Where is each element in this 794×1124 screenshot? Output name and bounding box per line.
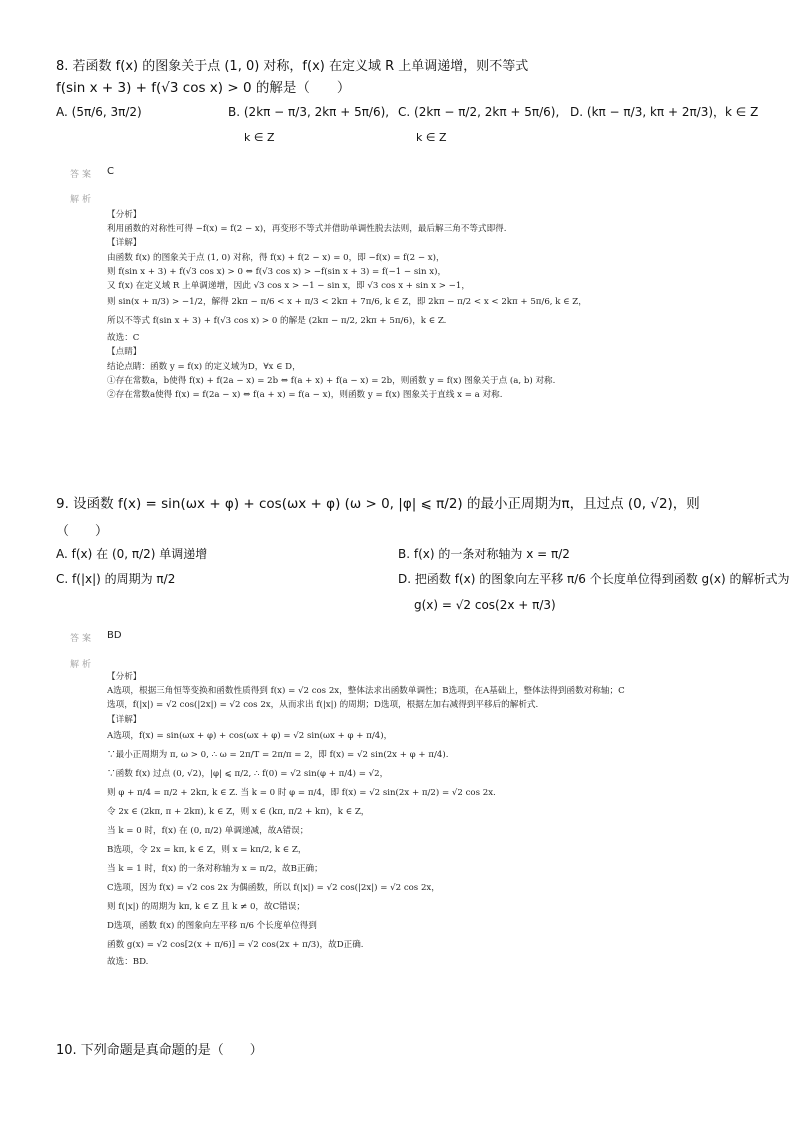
q9-option-d-suffix: g(x) = √2 cos(2x + π/3) bbox=[414, 598, 556, 612]
q8-option-b-label: B. bbox=[228, 105, 241, 119]
q9-option-a-text: f(x) 在 (0, π/2) 单调递增 bbox=[71, 547, 208, 561]
q9-option-a[interactable] bbox=[56, 545, 207, 563]
q9-option-b-label: B. bbox=[398, 547, 411, 561]
q8-exp-line: 【详解】 bbox=[107, 238, 142, 249]
q8-stem-line1: 8. 若函数 f(x) 的图象关于点 (1, 0) 对称，f(x) 在定义域 R 上单调递增，则不等式 bbox=[56, 59, 529, 74]
q8-exp-line: 所以不等式 f(sin x + 3) + f(√3 cos x) > 0 的解是 (2kπ − π/2, 2kπ + 5π/6)，k ∈ Z. bbox=[107, 316, 447, 327]
q8-explanation bbox=[107, 208, 747, 402]
q8-exp-line: ②存在常数a使得 f(x) = f(2a − x) ⇔ f(a + x) = f(a − x)，则函数 y = f(x) 图象关于直线 x = a 对称. bbox=[107, 390, 503, 401]
q9-answer-value: BD bbox=[107, 630, 122, 641]
q9-stem-line1: 9. 设函数 f(x) = sin(ωx + φ) + cos(ωx + φ) (ω > 0, |φ| ⩽ π/2) 的最小正周期为π，且过点 (0, √2)，则 bbox=[56, 496, 700, 512]
q9-option-b[interactable] bbox=[398, 545, 570, 563]
q8-option-b[interactable] bbox=[228, 103, 389, 121]
q9-explanation bbox=[107, 670, 747, 969]
q9-exp-line: 则 φ + π/4 = π/2 + 2kπ, k ∈ Z. 当 k = 0 时 φ = π/4，即 f(x) = √2 sin(2x + π/2) = √2 cos 2x. bbox=[107, 787, 496, 798]
q8-exp-line: 由函数 f(x) 的图象关于点 (1, 0) 对称，得 f(x) + f(2 − x) = 0，即 −f(x) = f(2 − x)， bbox=[107, 252, 445, 263]
q8-exp-line: 则 sin(x + π/3) > −1/2，解得 2kπ − π/6 < x + π/3 < 2kπ + 7π/6, k ∈ Z，即 2kπ − π/2 < x < 2kπ + 5π/6, k ∈ Z， bbox=[107, 297, 587, 308]
q8-answer-value: C bbox=[107, 166, 114, 177]
q8-exp-line: 【点睛】 bbox=[107, 347, 142, 358]
q8-option-d[interactable] bbox=[570, 103, 758, 121]
q8-option-b-text: (2kπ − π/3, 2kπ + 5π/6), bbox=[243, 105, 390, 119]
q9-exp-line: 函数 g(x) = √2 cos[2(x + π/6)] = √2 cos(2x + π/3)，故D正确. bbox=[107, 939, 364, 950]
q9-exp-line: B选项，令 2x = kπ, k ∈ Z，则 x = kπ/2, k ∈ Z， bbox=[107, 844, 307, 855]
q8-stem-line2: f(sin x + 3) + f(√3 cos x) > 0 的解是（ ） bbox=[56, 80, 351, 96]
q8-explain-label: 解析 bbox=[70, 195, 95, 205]
q8-option-a[interactable] bbox=[56, 103, 142, 121]
q8-option-a-text: (5π/6, 3π/2) bbox=[71, 105, 142, 119]
q9-exp-line: C选项，因为 f(x) = √2 cos 2x 为偶函数，所以 f(|x|) = √2 cos(|2x|) = √2 cos 2x， bbox=[107, 882, 440, 893]
q9-exp-line: 【分析】 bbox=[107, 672, 142, 682]
q9-exp-line: 则 f(|x|) 的周期为 kπ, k ∈ Z 且 k ≠ 0，故C错误； bbox=[107, 901, 305, 912]
q8-exp-line: ①存在常数a，b使得 f(x) + f(2a − x) = 2b ⇔ f(a + x) + f(a − x) = 2b，则函数 y = f(x) 图象关于点 (a, b) 对称. bbox=[107, 375, 556, 386]
q8-option-c[interactable] bbox=[398, 103, 559, 121]
q9-option-a-label: A. bbox=[56, 547, 68, 561]
q9-exp-line: ∵最小正周期为 π, ω > 0, ∴ ω = 2π/T = 2π/π = 2，即 f(x) = √2 sin(2x + φ + π/4). bbox=[107, 749, 449, 760]
q8-exp-line: 则 f(sin x + 3) + f(√3 cos x) > 0 ⇔ f(√3 cos x) > −f(sin x + 3) = f(−1 − sin x)， bbox=[107, 266, 447, 277]
q9-exp-line: 当 k = 0 时，f(x) 在 (0, π/2) 单调递减，故A错误； bbox=[107, 825, 309, 836]
q8-option-c-suffix: k ∈ Z bbox=[416, 131, 447, 144]
q9-exp-line: A选项，f(x) = sin(ωx + φ) + cos(ωx + φ) = √2 sin(ωx + φ + π/4)， bbox=[107, 730, 393, 741]
q9-option-c-text: f(|x|) 的周期为 π/2 bbox=[72, 572, 176, 586]
q9-stem-line2: （ ） bbox=[56, 524, 109, 539]
q9-option-c-label: C. bbox=[56, 572, 69, 586]
q8-option-c-text: (2kπ − π/2, 2kπ + 5π/6), bbox=[414, 105, 560, 119]
q9-exp-line: 故选：BD. bbox=[107, 956, 149, 967]
q8-option-c-label: C. bbox=[398, 105, 411, 119]
q8-answer-label: 答案 bbox=[70, 170, 95, 180]
q9-option-b-text: f(x) 的一条对称轴为 x = π/2 bbox=[413, 547, 570, 561]
q9-exp-line: 选项，f(|x|) = √2 cos(|2x|) = √2 cos 2x，从而求出 f(|x|) 的周期；D选项，根据左加右减得到平移后的解析式. bbox=[107, 700, 539, 711]
q8-exp-line: 又 f(x) 在定义域 R 上单调递增，因此 √3 cos x > −1 − sin x，即 √3 cos x + sin x > −1， bbox=[107, 281, 470, 292]
q9-option-c[interactable] bbox=[56, 570, 175, 588]
q8-option-b-suffix: k ∈ Z bbox=[244, 131, 275, 144]
q8-exp-line: 结论点睛：函数 y = f(x) 的定义域为D，∀x ∈ D， bbox=[107, 361, 301, 372]
q9-explain-label: 解析 bbox=[70, 660, 95, 670]
q8-option-a-label: A. bbox=[56, 105, 68, 119]
q10-stem-line1: 10. 下列命题是真命题的是（ ） bbox=[56, 1043, 263, 1058]
q8-option-d-text: (kπ − π/3, kπ + 2π/3)，k ∈ Z bbox=[586, 105, 759, 119]
q8-exp-line: 利用函数的对称性可得 −f(x) = f(2 − x)，再变形不等式并借助单调性脱去法则，最后解三角不等式即得. bbox=[107, 224, 507, 235]
q9-exp-line: D选项，函数 f(x) 的图象向左平移 π/6 个长度单位得到 bbox=[107, 920, 317, 931]
q9-exp-line: A选项，根据三角恒等变换和函数性质得到 f(x) = √2 cos 2x，整体法求出函数单调性；B选项，在A基础上，整体法得到函数对称轴；C bbox=[107, 686, 625, 697]
q8-exp-line: 故选：C bbox=[107, 333, 140, 344]
q9-option-d[interactable] bbox=[398, 570, 789, 588]
q9-option-d-label: D. bbox=[398, 572, 412, 586]
q9-exp-line: 令 2x ∈ (2kπ, π + 2kπ), k ∈ Z，则 x ∈ (kπ, π/2 + kπ)，k ∈ Z， bbox=[107, 806, 370, 817]
q9-answer-label: 答案 bbox=[70, 634, 95, 644]
q9-exp-line: 【详解】 bbox=[107, 714, 142, 725]
q9-exp-line: ∵函数 f(x) 过点 (0, √2)，|φ| ⩽ π/2, ∴ f(0) = √2 sin(φ + π/4) = √2， bbox=[107, 768, 389, 779]
q8-exp-line: 【分析】 bbox=[107, 210, 142, 220]
q9-option-d-text: 把函数 f(x) 的图象向左平移 π/6 个长度单位得到函数 g(x) 的解析式为 bbox=[414, 572, 790, 586]
q9-exp-line: 当 k = 1 时，f(x) 的一条对称轴为 x = π/2，故B正确； bbox=[107, 863, 323, 874]
q8-option-d-label: D. bbox=[570, 105, 584, 119]
